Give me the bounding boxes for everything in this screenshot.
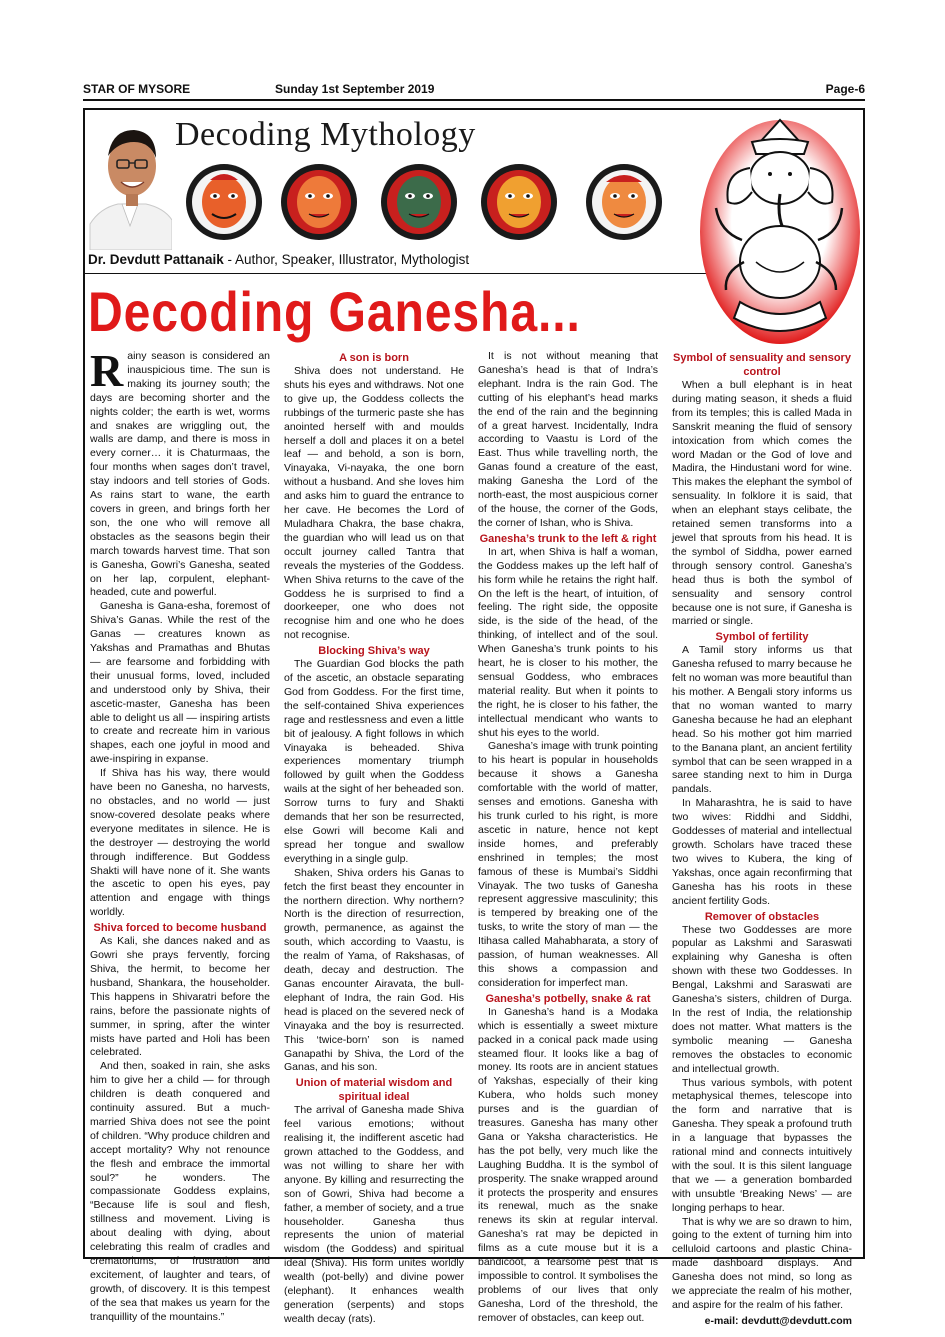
ganesha-illustration <box>690 112 862 352</box>
byline-rule <box>85 273 725 274</box>
headline: Decoding Ganesha... <box>88 280 581 343</box>
paragraph: As Kali, she dances naked and as Gowri she prays fervently, forcing Shiva, the hermit, to become her husband, Shankara, the householder. This happens in Shivaratri before the rains, before the passionate nights of summer, in spring, after the winter mists have parted and Holi has been celebrated. <box>90 935 270 1059</box>
issue-date: Sunday 1st September 2019 <box>275 82 435 96</box>
subheading: Symbol of fertility <box>715 631 809 644</box>
article-column-2 <box>284 350 464 1327</box>
mask-illustrations <box>186 160 686 244</box>
paragraph <box>90 345 270 600</box>
subheading: Remover of obstacles <box>704 910 820 923</box>
mask-1 <box>186 164 262 240</box>
paragraph: The Guardian God blocks the path of the ascetic, an obstacle separating God from Goddess. For the first time, the self-contained Shiva experiences rage and restlessness and even a little bit of jealousy. A fight follows in which Vinayaka is beheaded. Shiva experiences momentary triumph followed by guilt when the Goddess wails at the sight of her beheaded son. Sorrow turns to fury and Shakti demands that her son be resurrected, else Gowri will become Kali and spread her tongue and swallow everything in a single gulp. <box>284 658 464 865</box>
paragraph: Thus various symbols, with potent metaphysical themes, telescope into the form and narrative that is Ganesha. They speak a profound truth in a language that bypasses the rational mind and connects intuitively with the soul. It is this silent language that we — a generation bombarded with unsubtle ‘Breaking News’ — are longing perhaps to hear. <box>672 1076 852 1214</box>
article-column-4 <box>672 350 852 1329</box>
subheading: A son is born <box>339 352 409 364</box>
paragraph: These two Goddesses are more popular as Lakshmi and Saraswati explaining why Ganesha is often shown with these two Goddesses. In Bengal, Lakshmi and Saraswati are Ganesha’s sisters, children of Durga. In the rest of India, the relationship does not matter. What matters is the symbolic meaning — Ganesha removes the obstacles to economic and intellectual growth. <box>672 923 852 1075</box>
paragraph: In art, when Shiva is half a woman, the Goddess makes up the left half of his form while he retains the right half. On the left is the heart, of intuition, of feeling. The right side, the opposite side, is the side of the head, of the thinking, of intellect and of the soul. When Ganesha’s trunk points to his heart, he is closer to his mother, the sensual Goddess, who embraces material reality. But when it points to the right, he is closer to his father, the intellectual mendicant who wants to shut his eyes to the world. <box>478 545 658 739</box>
paragraph: Shaken, Shiva orders his Ganas to fetch the first beast they encounter in the northern direction. Why northern? North is the direction of resurrection, growth, permanence, as against the south, which according to Vaastu, is the realm of Yama, of Rakshasas, of death, decay and destruction. The Ganas encounter Airavata, the bull-elephant of Indra, the rain God. His head is placed on the severed neck of Vinayaka and the boy is resurrected. This ‘twice-born’ son is named Ganapathi by Shiva, the Lord of the Ganas, and his son. <box>284 866 464 1074</box>
masthead-rule <box>83 99 865 101</box>
paragraph: Shiva does not understand. He shuts his eyes and withdraws. Not one to give up, the Goddess collects the rubbings of the turmeric paste she has anointed herself with and moulds herself a doll and places it on a betel leaf — and behold, a son is born, Vinayaka, Vi-nayaka, the one born without a husband. And she loves him and asks him to guard the entrance to her cave. He becomes the Lord of Muladhara Chakra, the base chakra, the guardian who will lead us on that occult journey called Tantra that reveals the mysteries of the Goddess. When Shiva returns to the cave of the Goddess he is surprised to find a doorkeeper, one who does not recognise him and one who he does not recognise. <box>284 365 464 642</box>
article-column-3 <box>478 350 658 1326</box>
paragraph: If Shiva has his way, there would have been no Ganesha, no harvests, no obstacles, and no world — just snow-covered desolate peaks where everyone meditates in silence. He is the destroyer — destroying the world through indifference. But Goddess Shakti will have none of it. She wants the ascetic to open his eyes, pay attention and engage with things worldly. <box>90 767 270 919</box>
paragraph: In Maharashtra, he is said to have two wives: Riddhi and Siddhi, Goddesses of material and intellectual growth. Scholars have traced these two wives to Kubera, the king of Yakshas, once again reconfirming that Ganesha has his roots in these ancient fertility Gods. <box>672 797 852 907</box>
paragraph-text: ainy season is considered an inauspicious time. The sun is making its journey south; the days are becoming shorter and the nights colder; the earth is wet, worms and snakes are wriggling out, the walls are damp, and there is moss in every corner… it is Chaturmaas, the four months when sages don’t travel, stay indoors and tell stories of Gods. As rains start to wane, the earth covers in green, and brings forth her son, the one who will remove all obstacles as the seasons begin their march towards harvest time. That son is Ganesha, Gowri’s Ganesha, seated on her lap, corpulent, elephant-headed, cute and powerful. <box>90 350 270 599</box>
subheading: Symbol of sensuality and sensory control <box>673 352 851 378</box>
paragraph: In Ganesha’s hand is a Modaka which is essentially a sweet mixture packed in a conical pack made using steamed flour. It looks like a bag of money. Its roots are in ancient statues of Yakshas, especially of their king Kubera, who holds such money purses and is the guardian of treasures. Ganesha has many other Gana or Yaksha characteristics. He has the pot belly, very much like the Laughing Buddha. It is the symbol of prosperity. The snake wrapped around it protects the prosperity and ensures its renewal, much as the snake renews its skin at regular interval. Ganesha’s rat may be depicted in films as a cute mouse but it is a bandicoot, a fearsome pest that is impossible to control. It symbolises the problems of our lives that only Ganesha, Lord of the threshold, the remover of obstacles, can keep out. <box>478 1005 658 1324</box>
subheading: Ganesha’s trunk to the left & right <box>479 532 657 545</box>
author-email[interactable]: e-mail: devdutt@devdutt.com <box>704 1314 852 1327</box>
subheading: Union of material wisdom and spiritual ideal <box>295 1077 453 1104</box>
paragraph: Ganesha’s image with trunk pointing to his heart is popular in households because it shows a Ganesha comfortable with the world of matter, senses and emotions. Ganesha with his trunk curled to his right, is more ascetic in nature, hence not kept inside homes, and preferably enshrined in temples; the most famous of these is Mumbai’s Siddhi Vinayak. The two tusks of Ganesha represent aggressive masculinity; this is tempered by breaking one of the tusks, to write the story of man — the Itihasa called Mahabharata, a story of passion, of human weaknesses. All this shows a compassion and consideration for imperfect man. <box>478 740 658 989</box>
masthead <box>83 82 865 100</box>
drop-cap: R <box>90 345 124 396</box>
paragraph: When a bull elephant is in heat during mating season, it sheds a fluid from its temples; this is called Mada in Sanskrit meaning the fluid of sensory intoxication from which comes the word Madan or the God of love and Madira, the Hindustani word for wine. This makes the elephant the symbol of sensuality. In folklore it is said, that when an elephant stays celibate, the retained semen transforms into a jewel that sprouts from his head. It is the symbol of Siddha, power earned through sensory control. Ganesha’s head thus is both the symbol of sensuality and sensory control because one is not sure, if Ganesha is married or single. <box>672 379 852 628</box>
paragraph: Ganesha is Gana-esha, foremost of Shiva’s Ganas. While the rest of the Ganas — creatures known as Yakshas and Pramathas and Bhutas — are fearsome and forbidding with their unusual forms, loved, included and understood only by Shiva, their ascetic-master, Ganesha has been able to delight us all — inspiring artists to create and recreate him in various shapes, each one joyful in mood and awe-inspiring in expanse. <box>90 600 270 766</box>
author-name: Dr. Devdutt Pattanaik <box>88 252 224 267</box>
subheading: Shiva forced to become husband <box>93 922 267 935</box>
author-description: - Author, Speaker, Illustrator, Mythologist <box>223 252 470 267</box>
subheading: Ganesha’s potbelly, snake & rat <box>485 992 651 1005</box>
mask-4 <box>481 164 557 240</box>
mask-5 <box>586 164 662 240</box>
author-portrait <box>88 116 172 250</box>
article-column-1 <box>90 345 270 1325</box>
newspaper-name: STAR OF MYSORE <box>83 82 191 96</box>
series-title: Decoding Mythology <box>175 116 476 153</box>
mask-2 <box>281 164 357 240</box>
paragraph: The arrival of Ganesha made Shiva feel various emotions; without realising it, the indifferent ascetic had grown attached to the Goddess, and was not willing to share her with anyone. By killing and resurrecting the son of Gowri, Shiva had become a father, a member of society, and a true householder. Ganesha thus represents the union of material wisdom (the Goddess) and spiritual ideal (Shiva). His form unites worldly wealth (pot-belly) and divine power (elephant). It enhances wealth generation (serpents) and stops wealth decay (rats). <box>284 1104 464 1325</box>
mask-3 <box>381 164 457 240</box>
paragraph: It is not without meaning that Ganesha’s head is that of Indra’s elephant. Indra is the rain God. The cutting of his elephant’s head marks the end of the rain and the beginning of a great harvest. Incidentally, Indra according to Vaastu is Lord of the East. Thus while travelling north, the Ganas found a creature of the east, making Ganesha the Lord of the north-east, the most auspicious corner of the house, the corner of the Gods, the corner of Ishan, who is Shiva. <box>478 350 658 529</box>
subheading: Blocking Shiva’s way <box>318 645 430 658</box>
paragraph: And then, soaked in rain, she asks him to give her a child — for through children is death conquered and continuity assured. But a much-married Shiva does not see the point of children. “Why produce children and accept mortality? Why not renounce the flesh and embrace the immortal soul?” he wonders. The compassionate Goddess explains, “Because life is soul and flesh, stillness and movement. Living is about dealing with dying, about celebrating this realm of cradles and crematoriums, of frustration and excitement, of laughter and tears, of growth, of discovery. It is this tempest of the sea that makes us yearn for the tranquillity of the mountains.” <box>90 1060 270 1323</box>
paragraph: A Tamil story informs us that Ganesha refused to marry because he felt no woman was more beautiful than his mother. A Bengali story informs us that no woman wanted to marry Ganesha because he had an elephant head. So his mother got him married to the Banana plant, an ancient fertility symbol that can be seen wrapped in a saree standing next to him in Durga pandals. <box>672 644 852 796</box>
page-number: Page-6 <box>825 82 865 96</box>
author-byline <box>88 252 469 267</box>
paragraph: That is why we are so drawn to him, going to the extent of turning him into celluloid cartoons and plastic China-made dashboard displays. And Ganesha does not mind, so long as we appreciate the realm of his mother, and aspire for the realm of his father. <box>672 1215 852 1311</box>
